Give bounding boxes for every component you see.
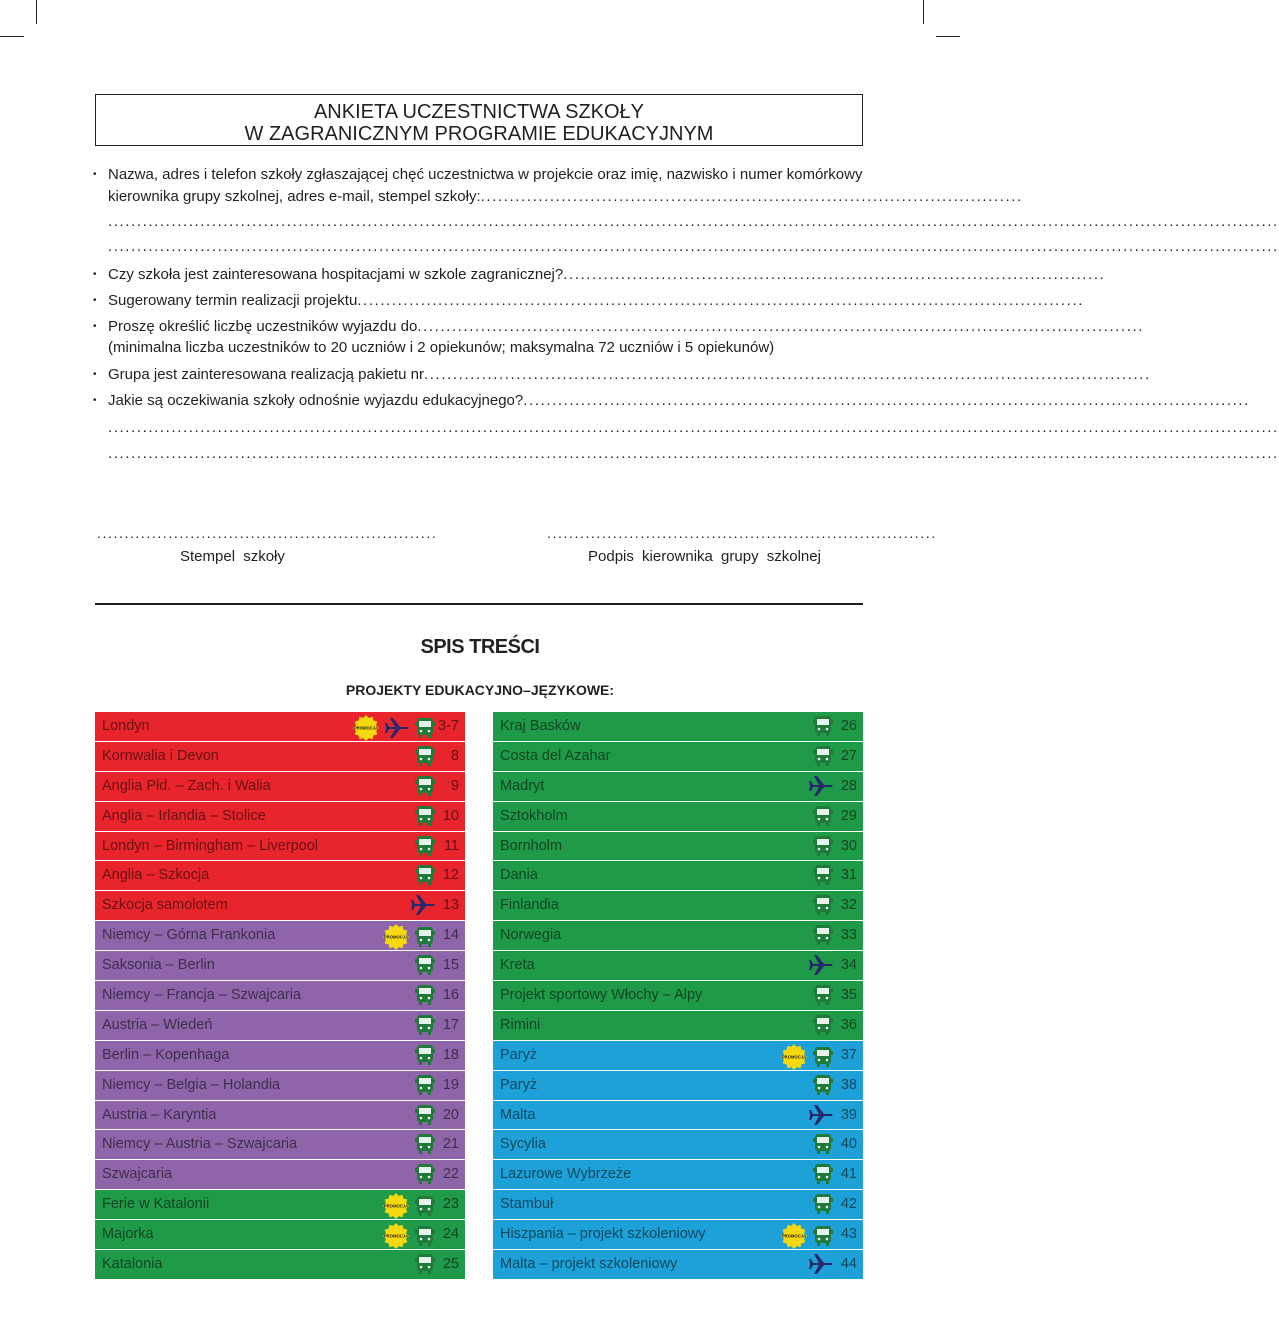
toc-page-number: 14 xyxy=(442,927,459,944)
toc-destination: Projekt sportowy Włochy – Alpy xyxy=(500,987,703,1004)
toc-page-number: 13 xyxy=(442,897,459,914)
transport-icons xyxy=(813,1014,833,1036)
transport-icons xyxy=(813,1074,833,1096)
toc-row[interactable] xyxy=(493,861,863,891)
bus-icon xyxy=(415,717,435,739)
toc-title: SPIS TREŚCI xyxy=(420,636,540,658)
question-expectations: • Jakie są oczekiwania szkoły odnośnie wyjazdu edukacyjnego?.............................................................................................................................. xyxy=(93,392,1250,409)
toc-destination: Rimini xyxy=(500,1016,541,1033)
toc-row[interactable] xyxy=(493,1220,863,1250)
toc-page-number: 32 xyxy=(840,897,857,914)
toc-row[interactable] xyxy=(493,1011,863,1041)
airplane-icon xyxy=(385,717,409,739)
toc-destination: Paryż xyxy=(500,1076,538,1093)
toc-destination: Kraj Basków xyxy=(500,718,581,734)
toc-page-number: 28 xyxy=(840,777,857,794)
bus-icon xyxy=(813,894,833,916)
svg-text:PROMOCJA: PROMOCJA xyxy=(383,1233,409,1239)
answer-dots[interactable]: .............................................................................................................................. xyxy=(417,318,1144,335)
toc-subtitle: PROJEKTY EDUKACYJNO–JĘZYKOWE: xyxy=(345,682,615,698)
transport-icons xyxy=(415,864,435,886)
bus-icon xyxy=(415,835,435,857)
toc-row[interactable] xyxy=(493,772,863,802)
toc-page-number: 29 xyxy=(840,807,857,824)
toc-destination: Malta xyxy=(500,1106,536,1123)
answer-line[interactable]: ........................................................................................................................................................................................................... xyxy=(108,445,1279,462)
toc-destination: Londyn xyxy=(102,718,150,734)
answer-line[interactable]: ........................................................................................................................................................................................................... xyxy=(108,213,1279,230)
toc-row[interactable] xyxy=(95,742,465,772)
toc-row[interactable] xyxy=(493,951,863,981)
toc-page-number: 20 xyxy=(442,1106,459,1123)
toc-page-number: 35 xyxy=(840,987,857,1004)
toc-destination: Niemcy – Francja – Szwajcaria xyxy=(102,987,302,1004)
toc-page-number: 43 xyxy=(840,1226,857,1243)
bus-icon xyxy=(813,924,833,946)
transport-icons xyxy=(415,954,435,976)
section-divider xyxy=(95,603,863,605)
toc-destination: Szwajcaria xyxy=(102,1166,173,1183)
bus-icon xyxy=(813,1225,833,1247)
toc-page-number: 22 xyxy=(442,1166,459,1183)
bus-icon xyxy=(813,1014,833,1036)
toc-row[interactable] xyxy=(95,891,465,921)
transport-icons xyxy=(415,1133,435,1155)
toc-destination: Stambuł xyxy=(500,1196,554,1213)
transport-icons xyxy=(415,835,435,857)
toc-row[interactable] xyxy=(95,921,465,951)
bus-icon xyxy=(415,1014,435,1036)
transport-icons xyxy=(383,1193,435,1219)
toc-destination: Niemcy – Belgia – Holandia xyxy=(102,1076,281,1093)
promo-badge-icon xyxy=(781,1044,807,1070)
toc-destination: Anglia – Szkocja xyxy=(102,867,210,884)
toc-destination: Hiszpania – projekt szkoleniowy xyxy=(500,1226,706,1243)
svg-text:PROMOCJA: PROMOCJA xyxy=(383,934,409,940)
answer-line[interactable]: ........................................................................................................................................................................................................... xyxy=(108,238,1279,255)
bus-icon xyxy=(813,715,833,737)
bus-icon xyxy=(415,926,435,948)
question-term: • Sugerowany termin realizacji projektu.............................................................................................................................. xyxy=(93,292,1084,309)
toc-destination: Kreta xyxy=(500,957,535,974)
answer-dots[interactable]: .............................................................................................. xyxy=(480,188,1023,205)
toc-page-number: 41 xyxy=(840,1166,857,1183)
toc-row[interactable] xyxy=(493,1250,863,1280)
transport-icons xyxy=(809,775,833,797)
promo-badge-icon xyxy=(383,1223,409,1249)
form-title-line2: W ZAGRANICZNYM PROGRAMIE EDUKACYJNYM xyxy=(244,123,714,145)
toc-row[interactable] xyxy=(95,1041,465,1071)
bus-icon xyxy=(415,745,435,767)
toc-destination: Anglia Płd. – Zach. i Walia xyxy=(102,777,271,794)
toc-row[interactable] xyxy=(95,1130,465,1160)
toc-destination: Saksonia – Berlin xyxy=(102,957,215,974)
toc-destination: Sycylia xyxy=(500,1136,546,1153)
toc-destination: Paryż xyxy=(500,1046,538,1063)
toc-page-number: 27 xyxy=(840,747,857,764)
crop-mark xyxy=(0,36,24,37)
transport-icons xyxy=(415,745,435,767)
svg-text:PROMOCJA: PROMOCJA xyxy=(781,1233,807,1239)
toc-page-number: 26 xyxy=(840,718,857,734)
toc-row[interactable] xyxy=(493,1130,863,1160)
promo-badge-icon xyxy=(353,715,379,741)
promo-badge-icon xyxy=(383,924,409,950)
stamp-dots[interactable]: .............................................................. xyxy=(97,525,438,541)
toc-row[interactable] xyxy=(95,1011,465,1041)
toc-page-number: 21 xyxy=(442,1136,459,1153)
toc-destination: Austria – Karyntia xyxy=(102,1106,217,1123)
transport-icons xyxy=(813,745,833,767)
toc-page-number: 19 xyxy=(442,1076,459,1093)
toc-destination: Malta – projekt szkoleniowy xyxy=(500,1256,678,1273)
toc-page-number: 38 xyxy=(840,1076,857,1093)
question-hospitation: • Czy szkoła jest zainteresowana hospitacjami w szkole zagranicznej?.............................................................................................. xyxy=(93,266,1106,283)
toc-row[interactable] xyxy=(493,921,863,951)
toc-destination: Sztokholm xyxy=(500,807,568,824)
toc-page-number: 18 xyxy=(442,1046,459,1063)
transport-icons xyxy=(383,1223,435,1249)
toc-row[interactable] xyxy=(493,981,863,1011)
toc-row[interactable] xyxy=(95,951,465,981)
transport-icons xyxy=(813,864,833,886)
toc-page-number: 40 xyxy=(840,1136,857,1153)
transport-icons xyxy=(809,954,833,976)
bus-icon xyxy=(813,1193,833,1215)
toc-row[interactable] xyxy=(493,1101,863,1131)
transport-icons xyxy=(813,984,833,1006)
toc-page-number: 25 xyxy=(442,1256,459,1273)
form-title-box xyxy=(95,94,863,146)
bus-icon xyxy=(415,1253,435,1275)
toc-row[interactable] xyxy=(95,1071,465,1101)
toc-page-number: 8 xyxy=(450,747,459,764)
toc-page-number: 10 xyxy=(442,807,459,824)
bus-icon xyxy=(415,1044,435,1066)
answer-line[interactable]: ........................................................................................................................................................................................................... xyxy=(108,419,1279,436)
bus-icon xyxy=(415,1104,435,1126)
toc-row[interactable] xyxy=(493,891,863,921)
toc-page-number: 12 xyxy=(442,867,459,884)
transport-icons xyxy=(411,894,435,916)
bus-icon xyxy=(813,745,833,767)
transport-icons xyxy=(415,1074,435,1096)
toc-page-number: 9 xyxy=(450,777,459,794)
toc-page-number: 44 xyxy=(840,1256,857,1273)
transport-icons xyxy=(781,1044,833,1070)
toc-left-column xyxy=(95,712,465,1280)
form-title-line1: ANKIETA UCZESTNICTWA SZKOŁY xyxy=(313,101,645,123)
svg-text:PROMOCJA: PROMOCJA xyxy=(383,1203,409,1209)
promo-badge-icon xyxy=(383,1193,409,1219)
toc-destination: Bornholm xyxy=(500,837,563,854)
transport-icons xyxy=(415,775,435,797)
transport-icons xyxy=(813,1133,833,1155)
answer-dots[interactable]: .............................................................................................................................. xyxy=(424,366,1151,383)
toc-destination: Kornwalia i Devon xyxy=(102,747,219,764)
toc-destination: Ferie w Katalonii xyxy=(102,1196,210,1213)
toc-page-number: 39 xyxy=(840,1106,857,1123)
transport-icons xyxy=(809,1253,833,1275)
toc-row[interactable] xyxy=(493,802,863,832)
toc-destination: Katalonia xyxy=(102,1256,163,1273)
svg-text:PROMOCJA: PROMOCJA xyxy=(353,725,379,731)
airplane-icon xyxy=(809,775,833,797)
toc-destination: Majorka xyxy=(102,1226,154,1243)
answer-dots[interactable]: .............................................................................................................................. xyxy=(523,392,1250,409)
bus-icon xyxy=(813,984,833,1006)
toc-page-number: 24 xyxy=(442,1226,459,1243)
toc-row[interactable] xyxy=(493,1190,863,1220)
transport-icons xyxy=(809,1104,833,1126)
bus-icon xyxy=(415,954,435,976)
toc-destination: Anglia – Irlandia – Stolice xyxy=(102,807,266,824)
transport-icons xyxy=(781,1223,833,1249)
toc-row[interactable] xyxy=(95,802,465,832)
toc-destination: Norwegia xyxy=(500,927,562,944)
toc-row[interactable] xyxy=(493,832,863,862)
bus-icon xyxy=(813,1133,833,1155)
airplane-icon xyxy=(809,1253,833,1275)
bus-icon xyxy=(813,1163,833,1185)
toc-destination: Berlin – Kopenhaga xyxy=(102,1046,230,1063)
airplane-icon xyxy=(411,894,435,916)
transport-icons xyxy=(415,1044,435,1066)
bus-icon xyxy=(415,984,435,1006)
toc-row[interactable] xyxy=(493,1160,863,1190)
question-package: • Grupa jest zainteresowana realizacją pakietu nr.............................................................................................................................. xyxy=(93,366,1151,383)
promo-badge-icon xyxy=(781,1223,807,1249)
transport-icons xyxy=(813,894,833,916)
toc-row[interactable] xyxy=(95,981,465,1011)
toc-page-number: 15 xyxy=(442,957,459,974)
toc-row[interactable] xyxy=(493,742,863,772)
transport-icons xyxy=(813,715,833,737)
bus-icon xyxy=(813,805,833,827)
transport-icons xyxy=(813,835,833,857)
toc-page-number: 31 xyxy=(840,867,857,884)
transport-icons xyxy=(813,924,833,946)
toc-page-number: 36 xyxy=(840,1016,857,1033)
answer-dots[interactable]: .............................................................................................. xyxy=(563,266,1106,283)
toc-row[interactable] xyxy=(493,712,863,742)
toc-destination: Costa del Azahar xyxy=(500,747,611,764)
crop-mark xyxy=(923,0,924,24)
toc-page-number: 37 xyxy=(840,1046,857,1063)
transport-icons xyxy=(415,1253,435,1275)
toc-right-column xyxy=(493,712,863,1280)
toc-page-number: 42 xyxy=(840,1196,857,1213)
toc-row[interactable] xyxy=(493,1041,863,1071)
question-participants: • Proszę określić liczbę uczestników wyjazdu do.............................................................................................................................. xyxy=(93,318,1144,335)
airplane-icon xyxy=(809,1104,833,1126)
stamp-label: Stempel szkoły xyxy=(180,548,285,565)
toc-destination: Londyn – Birmingham – Liverpool xyxy=(102,837,319,854)
toc-page-number: 11 xyxy=(443,837,459,854)
bus-icon xyxy=(415,805,435,827)
bus-icon xyxy=(415,775,435,797)
toc-page-number: 33 xyxy=(840,927,857,944)
toc-destination: Lazurowe Wybrzeże xyxy=(500,1166,632,1183)
toc-destination: Dania xyxy=(500,867,538,884)
toc-page-number: 3-7 xyxy=(438,718,459,734)
toc-destination: Szkocja samolotem xyxy=(102,897,228,914)
toc-page-number: 30 xyxy=(840,837,857,854)
toc-row[interactable] xyxy=(95,832,465,862)
bus-icon xyxy=(415,1133,435,1155)
transport-icons xyxy=(415,805,435,827)
toc-page-number: 17 xyxy=(442,1016,459,1033)
toc-row[interactable] xyxy=(95,1220,465,1250)
crop-mark xyxy=(936,36,960,37)
bus-icon xyxy=(813,1046,833,1068)
toc-destination: Austria – Wiedeń xyxy=(102,1016,213,1033)
bus-icon xyxy=(415,864,435,886)
toc-row[interactable] xyxy=(95,1250,465,1280)
airplane-icon xyxy=(809,954,833,976)
toc-destination: Madryt xyxy=(500,777,545,794)
toc-page-number: 34 xyxy=(840,957,857,974)
toc-row[interactable] xyxy=(95,712,465,742)
toc-page-number: 23 xyxy=(442,1196,459,1213)
transport-icons xyxy=(813,805,833,827)
transport-icons xyxy=(415,1014,435,1036)
answer-dots[interactable]: .............................................................................................................................. xyxy=(357,292,1084,309)
toc-row[interactable] xyxy=(493,1071,863,1101)
signature-label: Podpis kierownika grupy szkolnej xyxy=(588,548,821,565)
toc-row[interactable] xyxy=(95,1160,465,1190)
transport-icons xyxy=(415,1104,435,1126)
bus-icon xyxy=(415,1225,435,1247)
transport-icons xyxy=(383,924,435,950)
transport-icons xyxy=(353,715,435,741)
toc-row[interactable] xyxy=(95,1190,465,1220)
question-school-info: • Nazwa, adres i telefon szkoły zgłaszającej chęć uczestnictwa w projekcie oraz imię, nazwisko i numer komórkowy xyxy=(93,166,863,183)
crop-mark xyxy=(36,0,37,24)
transport-icons xyxy=(813,1163,833,1185)
transport-icons xyxy=(415,1163,435,1185)
toc-destination: Niemcy – Austria – Szwajcaria xyxy=(102,1136,298,1153)
bus-icon xyxy=(813,835,833,857)
svg-text:PROMOCJA: PROMOCJA xyxy=(781,1054,807,1060)
toc-page-number: 16 xyxy=(442,987,459,1004)
transport-icons xyxy=(415,984,435,1006)
toc-row[interactable] xyxy=(95,861,465,891)
toc-destination: Niemcy – Górna Frankonia xyxy=(102,927,276,944)
bus-icon xyxy=(813,864,833,886)
bus-icon xyxy=(415,1195,435,1217)
signature-dots[interactable]: ....................................................................... xyxy=(547,525,937,541)
bus-icon xyxy=(813,1074,833,1096)
participants-note: (minimalna liczba uczestników to 20 uczniów i 2 opiekunów; maksymalna 72 uczniów i 5 opiekunów) xyxy=(108,339,775,356)
toc-row[interactable] xyxy=(95,772,465,802)
toc-row[interactable] xyxy=(95,1101,465,1131)
toc-destination: Finlandia xyxy=(500,897,559,914)
bus-icon xyxy=(415,1163,435,1185)
bus-icon xyxy=(415,1074,435,1096)
question-school-info-cont: kierownika grupy szkolnej, adres e-mail, stempel szkoły:.............................................................................................. xyxy=(108,188,1023,205)
transport-icons xyxy=(813,1193,833,1215)
